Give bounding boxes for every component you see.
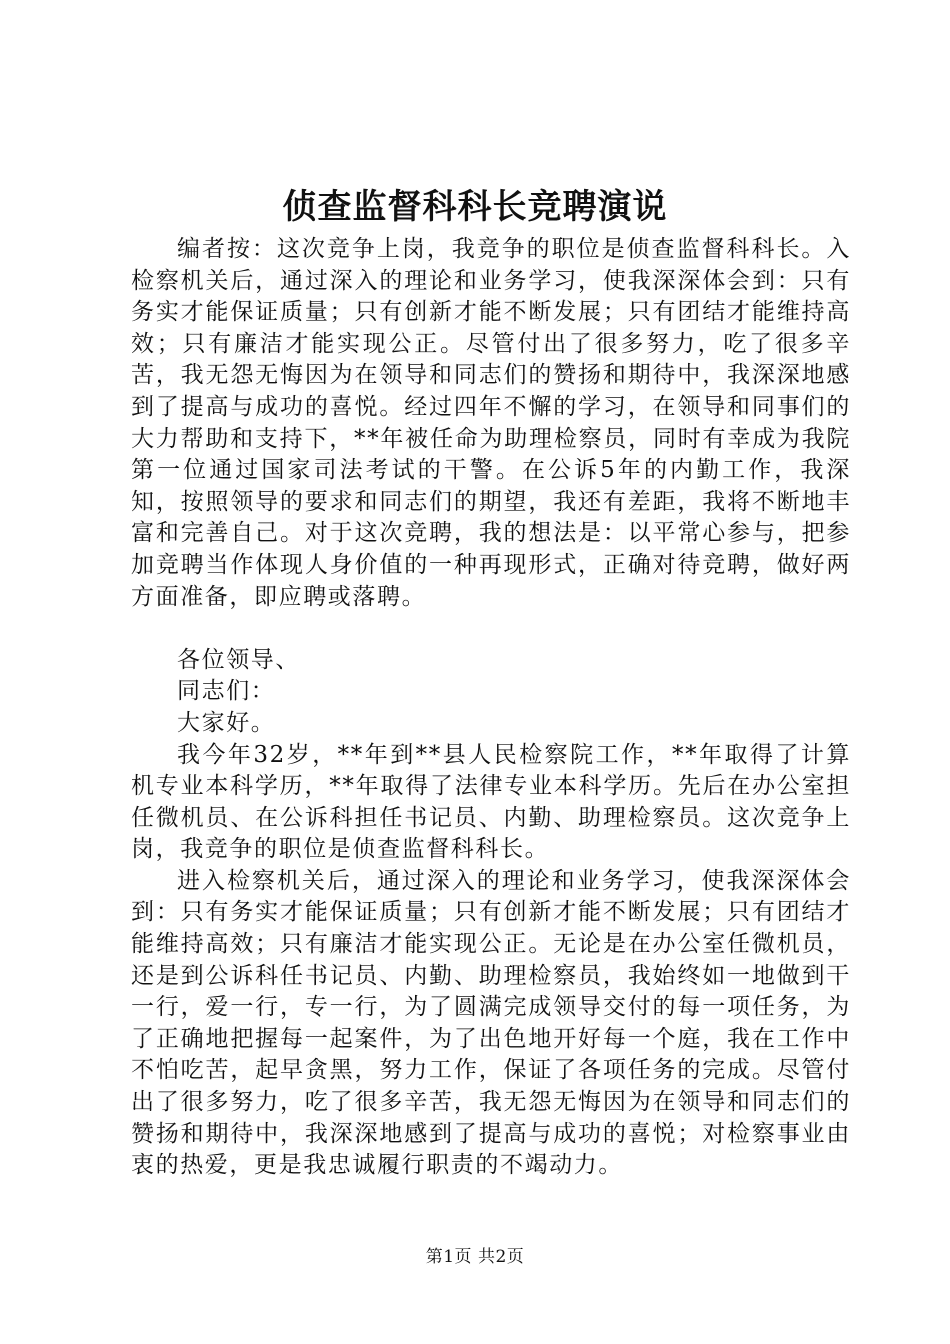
body-paragraph: 进入检察机关后，通过深入的理论和业务学习，使我深深体会到：只有务实才能保证质量；只有创新才能不断发展；只有团结才能维持高效；只有廉洁才能实现公正。无论是在办公室任微机员，还是到公诉科任书记员、内勤、助理检察员，我始终如一地做到干一行，爱一行，专一行，为了圆满完成领导交付的每一项任务，为了正确地把握每一起案件，为了出色地开好每一个庭，我在工作中不怕吃苦，起早贪黑，努力工作，保证了各项任务的完成。尽管付出了很多努力，吃了很多辛苦，我无怨无悔因为在领导和同志们的赞扬和期待中，我深深地感到了提高与成功的喜悦；对检察事业由衷的热爱，更是我忠诚履行职责的不竭动力。: [131, 867, 851, 1179]
body-paragraph: 我今年32岁，**年到**县人民检察院工作，**年取得了计算机专业本科学历，**年取得了法律专业本科学历。先后在办公室担任微机员、在公诉科担任书记员、内勤、助理检察员。这次竞争上岗，我竞争的职位是侦查监督科科长。: [131, 741, 851, 863]
document-body: [131, 234, 851, 1182]
greeting-line: 各位领导、: [177, 646, 300, 673]
page-footer: 第1页 共2页: [425, 1247, 525, 1267]
editor-note-paragraph: 编者按：这次竞争上岗，我竞争的职位是侦查监督科科长。入检察机关后，通过深入的理论和业务学习，使我深深体会到：只有务实才能保证质量；只有创新才能不断发展；只有团结才能维持高效；只有廉洁才能实现公正。尽管付出了很多努力，吃了很多辛苦，我无怨无悔因为在领导和同志们的赞扬和期待中，我深深地感到了提高与成功的喜悦。经过四年不懈的学习，在领导和同事们的大力帮助和支持下，**年被任命为助理检察员，同时有幸成为我院第一位通过国家司法考试的干警。在公诉5年的内勤工作，我深知，按照领导的要求和同志们的期望，我还有差距，我将不断地丰富和完善自己。对于这次竞聘，我的想法是：以平常心参与，把参加竞聘当作体现人身价值的一种再现形式，正确对待竞聘，做好两方面准备，即应聘或落聘。: [131, 236, 851, 610]
greeting-line: 大家好。: [177, 709, 276, 736]
blank-line: [131, 613, 851, 645]
greeting-line: 同志们：: [177, 678, 276, 705]
document-title: 侦查监督科科长竞聘演说: [282, 187, 668, 227]
